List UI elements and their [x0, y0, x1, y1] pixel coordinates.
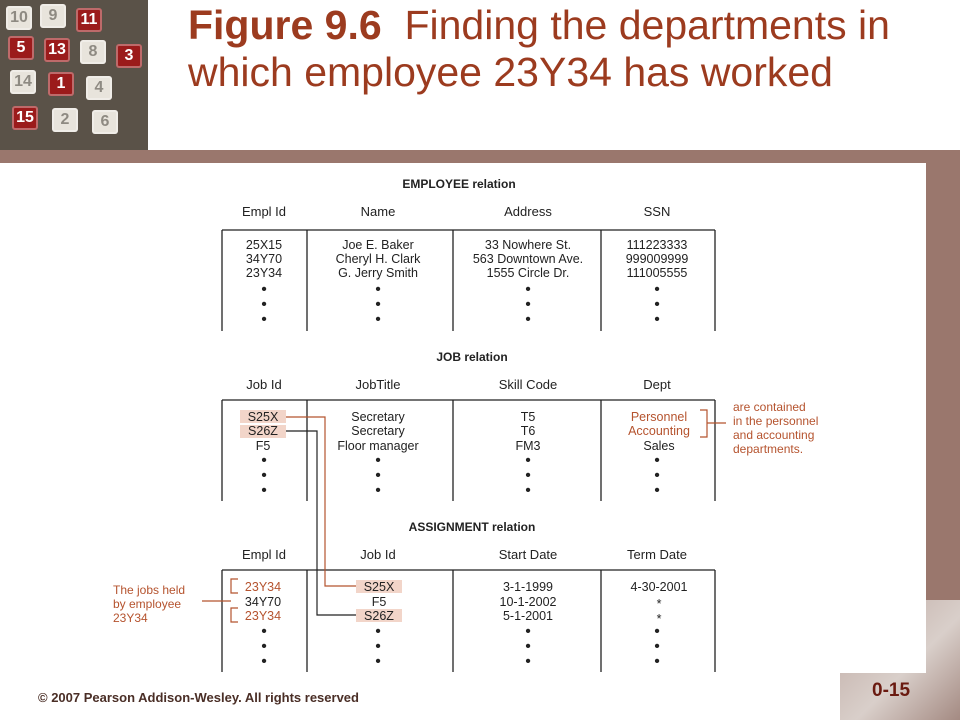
employee-ellipsis: •: [375, 281, 381, 298]
assignment-header-term-date: Term Date: [627, 547, 687, 562]
figure-caption: Finding the departments in which employee 23Y34 has worked: [188, 2, 890, 95]
job-cell-dept-highlighted: Personnel: [630, 410, 688, 424]
employee-ellipsis: •: [261, 281, 267, 298]
jobs-bracket-top: [231, 579, 238, 593]
assignment-cell: S26Z: [364, 609, 394, 623]
employee-cell: Cheryl H. Clark: [335, 252, 421, 266]
employee-cell: 111005555: [626, 266, 688, 280]
job-ellipsis: •: [654, 482, 660, 499]
dept-note-line: in the personnel: [733, 414, 819, 428]
employee-header-ssn: SSN: [643, 204, 671, 219]
job-ellipsis: •: [525, 452, 531, 469]
job-header-skill-code: Skill Code: [498, 377, 558, 392]
assignment-cell: S25X: [363, 580, 395, 594]
logo-tile: 2: [52, 108, 78, 132]
employee-ellipsis: •: [375, 296, 381, 313]
assignment-ellipsis: •: [654, 638, 660, 655]
assignment-cell: *: [656, 597, 662, 611]
employee-ellipsis: •: [261, 296, 267, 313]
assignment-ellipsis: •: [525, 638, 531, 655]
assignment-header-empl-id: Empl Id: [241, 547, 287, 562]
page-number: 0-15: [872, 680, 911, 701]
employee-cell: G. Jerry Smith: [338, 266, 418, 280]
assignment-ellipsis: •: [261, 638, 267, 655]
job-header-dept: Dept: [643, 377, 671, 392]
employee-ellipsis: •: [261, 311, 267, 328]
job-ellipsis: •: [375, 467, 381, 484]
job-ellipsis: •: [654, 467, 660, 484]
jobs-bracket-bottom: [231, 608, 238, 622]
job-header-job-id: Job Id: [246, 377, 282, 392]
employee-cell: 25X15: [245, 238, 283, 252]
logo-tile: 15: [12, 106, 38, 130]
assignment-cell: 4-30-2001: [630, 580, 688, 594]
logo-tile: 10: [6, 6, 32, 30]
employee-cell: 33 Nowhere St.: [484, 238, 572, 252]
assignment-ellipsis: •: [525, 623, 531, 640]
job-ellipsis: •: [375, 452, 381, 469]
employee-ellipsis: •: [525, 281, 531, 298]
employee-ellipsis: •: [654, 296, 660, 313]
job-ellipsis: •: [654, 452, 660, 469]
figure-number: Figure 9.6: [188, 2, 382, 48]
jobs-note-line: 23Y34: [113, 611, 148, 625]
jobs-note-line: by employee: [113, 597, 182, 611]
jobs-note-line: The jobs held: [113, 583, 186, 597]
employee-ellipsis: •: [654, 281, 660, 298]
slide-title: [188, 2, 948, 96]
assignment-caption: ASSIGNMENT relation: [408, 520, 536, 534]
employee-ellipsis: •: [375, 311, 381, 328]
title-bar: [0, 0, 960, 150]
employee-ellipsis: •: [525, 296, 531, 313]
job-cell: Sales: [643, 439, 675, 453]
employee-header-address: Address: [504, 204, 552, 219]
assignment-cell-empl-highlighted: 23Y34: [244, 580, 282, 594]
job-cell: Floor manager: [337, 439, 419, 453]
logo-tile: 5: [8, 36, 34, 60]
assignment-ellipsis: •: [525, 653, 531, 670]
assignment-ellipsis: •: [375, 653, 381, 670]
figure-panel: [0, 163, 926, 673]
logo-tile: 4: [86, 76, 112, 100]
assignment-cell: 34Y70: [244, 595, 282, 609]
logo-tile: 3: [116, 44, 142, 68]
job-ellipsis: •: [375, 482, 381, 499]
logo-tile: 1: [48, 72, 74, 96]
job-ellipsis: •: [261, 452, 267, 469]
logo-tile: 13: [44, 38, 70, 62]
employee-cell: 23Y34: [245, 266, 283, 280]
job-cell: T6: [520, 424, 536, 438]
dept-note-line: departments.: [733, 442, 804, 456]
employee-cell: 34Y70: [245, 252, 283, 266]
s26z-connector: [286, 431, 356, 615]
employee-cell: Joe E. Baker: [342, 238, 414, 252]
assignment-cell-empl-highlighted: 23Y34: [244, 609, 282, 623]
puzzle-logo-image: [0, 0, 148, 150]
logo-tile: 8: [80, 40, 106, 64]
employee-header-name: Name: [360, 204, 396, 219]
job-ellipsis: •: [525, 482, 531, 499]
job-caption: JOB relation: [436, 350, 508, 364]
assignment-ellipsis: •: [261, 653, 267, 670]
employee-ellipsis: •: [525, 311, 531, 328]
assignment-cell: 5-1-2001: [502, 609, 554, 623]
job-cell: FM3: [515, 439, 541, 453]
employee-caption: EMPLOYEE relation: [402, 177, 516, 191]
copyright-text: © 2007 Pearson Addison-Wesley. All rights reserved: [38, 690, 359, 705]
assignment-ellipsis: •: [654, 623, 660, 640]
job-cell: T5: [520, 410, 536, 424]
employee-cell: 999009999: [625, 252, 689, 266]
assignment-ellipsis: •: [375, 638, 381, 655]
job-cell: Secretary: [351, 410, 405, 424]
employee-cell: 563 Downtown Ave.: [472, 252, 584, 266]
assignment-ellipsis: •: [375, 623, 381, 640]
employee-ellipsis: •: [654, 311, 660, 328]
job-cell-dept-highlighted: Accounting: [628, 424, 690, 438]
relations-diagram: [0, 163, 926, 673]
assignment-cell: 10-1-2002: [499, 595, 557, 609]
logo-tile: 11: [76, 8, 102, 32]
logo-tile: 6: [92, 110, 118, 134]
dept-note-line: are contained: [733, 400, 806, 414]
job-cell: S25X: [247, 410, 279, 424]
job-ellipsis: •: [261, 467, 267, 484]
footer-bar: [0, 672, 840, 720]
employee-cell: 1555 Circle Dr.: [486, 266, 570, 280]
assignment-header-job-id: Job Id: [360, 547, 396, 562]
logo-tile: 9: [40, 4, 66, 28]
assignment-header-start-date: Start Date: [498, 547, 558, 562]
assignment-cell: 3-1-1999: [502, 580, 554, 594]
job-ellipsis: •: [261, 482, 267, 499]
job-ellipsis: •: [525, 467, 531, 484]
dept-note-line: and accounting: [733, 428, 815, 442]
employee-cell: 111223333: [626, 238, 688, 252]
assignment-ellipsis: •: [261, 623, 267, 640]
job-header-job-title: JobTitle: [355, 377, 401, 392]
assignment-cell: *: [656, 612, 662, 626]
assignment-ellipsis: •: [654, 653, 660, 670]
logo-tile: 14: [10, 70, 36, 94]
dept-bracket: [700, 410, 707, 437]
job-cell: Secretary: [351, 424, 405, 438]
job-cell: F5: [255, 439, 271, 453]
employee-header-empl-id: Empl Id: [241, 204, 287, 219]
assignment-cell: F5: [371, 595, 387, 609]
job-cell: S26Z: [248, 424, 278, 438]
